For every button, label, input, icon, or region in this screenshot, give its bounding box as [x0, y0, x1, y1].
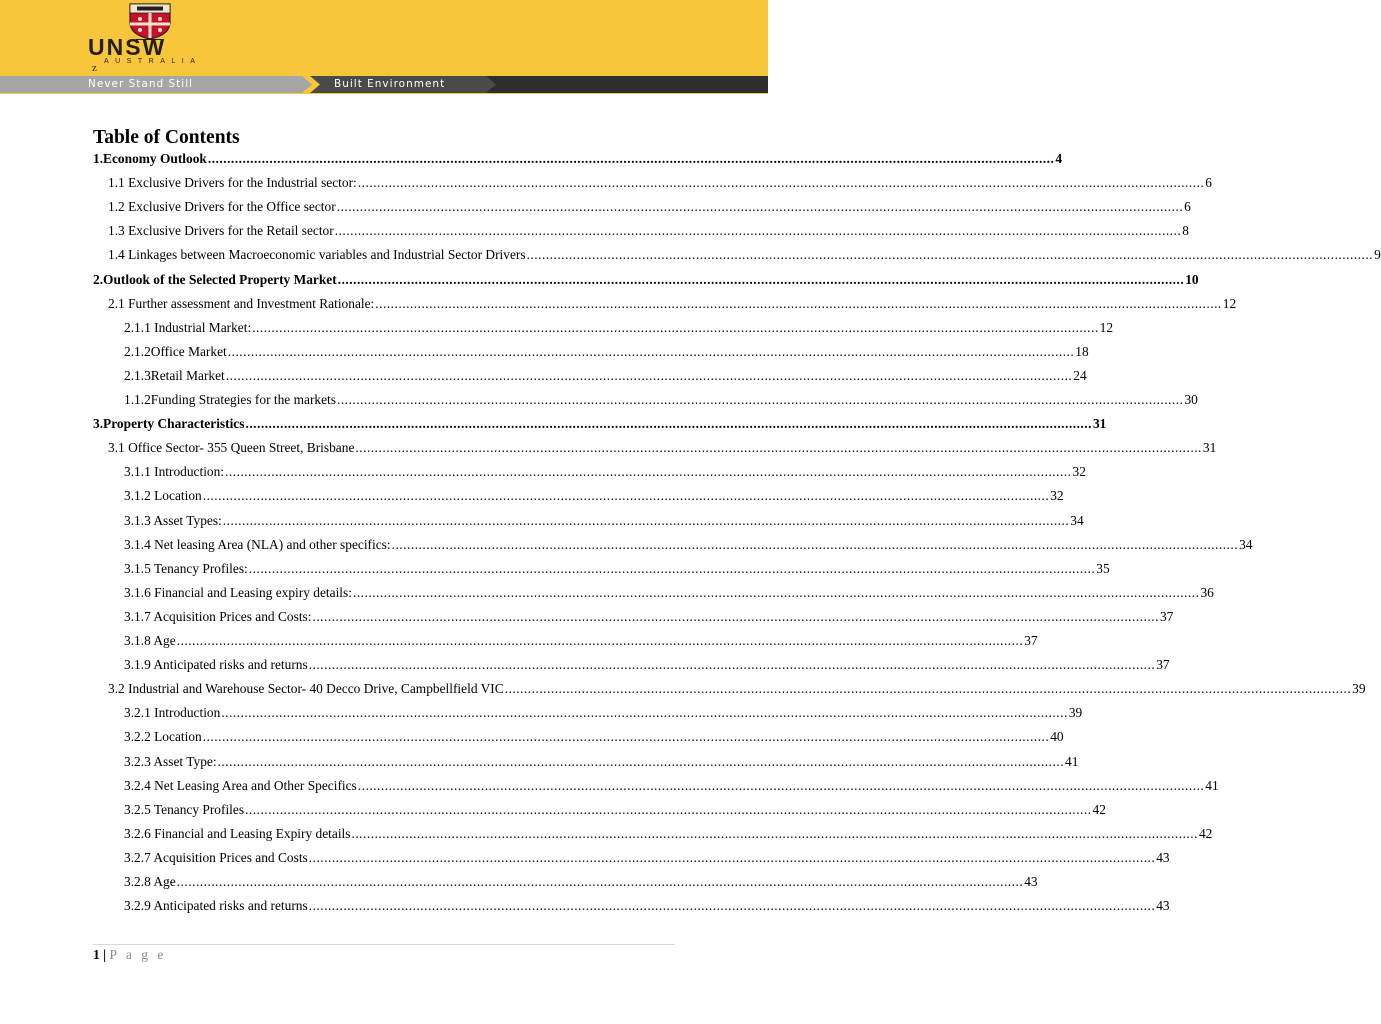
toc-entry-page: 32 [1072, 464, 1086, 480]
toc-entry-title: 3.1.3 Asset Types: [124, 512, 222, 528]
toc-entry-page: 43 [1156, 898, 1170, 914]
toc-dot-leader: ............................................................................................................................................................................................................................ [357, 175, 1205, 191]
toc-entry-title: 3.1 Office Sector- 355 Queen Street, Brisbane [108, 440, 355, 456]
toc-entry[interactable] [124, 847, 1170, 869]
toc-entry-page: 40 [1050, 729, 1064, 745]
toc-entry[interactable] [108, 293, 1237, 315]
toc-entry-page: 41 [1205, 777, 1219, 793]
toc-entry-number: 2. [93, 271, 104, 287]
toc-entry-number: 2.1.2 [124, 343, 151, 359]
page-number: 1 [93, 947, 100, 962]
toc-entry-page: 32 [1050, 488, 1064, 504]
toc-entry[interactable] [124, 606, 1174, 628]
toc-dot-leader: ............................................................................................................................................................................................................................ [504, 681, 1352, 697]
toc-entry[interactable] [124, 534, 1253, 556]
toc-entry[interactable] [108, 220, 1189, 242]
toc-entry-page: 36 [1200, 584, 1214, 600]
toc-entry-page: 6 [1184, 199, 1191, 215]
toc-dot-leader: ............................................................................................................................................................................................................................ [222, 512, 1070, 528]
toc-entry-title: Funding Strategies for the markets [150, 392, 336, 407]
toc-entry[interactable] [124, 726, 1064, 748]
band-faculty: Built Environment [334, 78, 446, 90]
toc-dot-leader: ............................................................................................................................................................................................................................ [308, 849, 1156, 865]
toc-entry-title: 2.1 Further assessment and Investment Rationale: [108, 295, 375, 311]
toc-dot-leader: ............................................................................................................................................................................................................................ [225, 367, 1073, 383]
toc-entry-page: 39 [1352, 681, 1366, 697]
toc-entry-page: 39 [1068, 705, 1083, 721]
toc-entry-title: Retail Market [150, 367, 225, 383]
header-band [0, 76, 768, 93]
toc-entry-page: 31 [1092, 416, 1107, 432]
toc-entry[interactable] [108, 437, 1217, 459]
toc-entry-number: 1. [93, 151, 104, 166]
toc-entry-title: 3.2.7 Acquisition Prices and Costs [124, 849, 308, 865]
toc-entry-page: 31 [1202, 440, 1217, 456]
toc-entry[interactable] [124, 461, 1086, 483]
toc-entry[interactable] [124, 823, 1213, 845]
toc-dot-leader: ............................................................................................................................................................................................................................ [308, 898, 1156, 914]
toc-entry[interactable] [124, 582, 1214, 604]
toc-entry-page: 34 [1239, 536, 1253, 552]
band-slogan: Never Stand Still [88, 78, 194, 90]
toc-entry-page: 10 [1185, 271, 1199, 287]
toc-entry-title: 1.2 Exclusive Drivers for the Office sector [108, 199, 336, 215]
toc-dot-leader: ............................................................................................................................................................................................................................ [221, 705, 1068, 721]
toc-entry[interactable] [124, 389, 1198, 411]
toc-entry-title: 3.2.4 Net Leasing Area and Other Specifics [124, 777, 357, 793]
toc-entry-page: 42 [1092, 801, 1106, 817]
toc-entry-title: 1.4 Linkages between Macroeconomic variables and Industrial Sector Drivers [108, 247, 526, 263]
toc-entry-title: 3.1.9 Anticipated risks and returns [124, 657, 308, 673]
toc-entry-title: 3.2.1 Introduction [124, 705, 221, 721]
toc-entry-page: 37 [1024, 633, 1038, 648]
toc-entry-title: 3.2.2 Location [124, 729, 202, 745]
toc-entry-number: 1.1.2 [124, 392, 151, 407]
toc-dot-leader: ............................................................................................................................................................................................................................ [176, 633, 1024, 648]
toc-dot-leader: ............................................................................................................................................................................................................................ [526, 247, 1374, 263]
toc-entry-page: 6 [1205, 175, 1212, 191]
page-footer [93, 946, 166, 964]
toc-entry[interactable] [93, 413, 1107, 435]
toc-entry-title: 3.2 Industrial and Warehouse Sector- 40 Decco Drive, Campbellfield VIC [108, 681, 504, 697]
toc-dot-leader: ............................................................................................................................................................................................................................ [225, 464, 1072, 480]
footer-divider [93, 944, 675, 945]
toc-entry[interactable] [93, 269, 1199, 291]
toc-entry[interactable] [124, 702, 1083, 724]
toc-entry-page: 42 [1198, 825, 1213, 841]
toc-entry-title: 3.1.7 Acquisition Prices and Costs: [124, 608, 312, 624]
toc-entry[interactable] [124, 871, 1038, 893]
toc-title: Table of Contents [93, 127, 240, 148]
toc-entry-title: 3.1.8 Age [124, 633, 176, 648]
toc-entry-title: Outlook of the Selected Property Market [103, 271, 337, 287]
toc-dot-leader: ............................................................................................................................................................................................................................ [351, 825, 1198, 841]
toc-dot-leader: ............................................................................................................................................................................................................................ [202, 488, 1050, 504]
toc-entry[interactable] [124, 775, 1219, 797]
page-label: P a g e [109, 947, 167, 962]
toc-entry-title: 1.3 Exclusive Drivers for the Retail sector [108, 223, 334, 239]
toc-dot-leader: ............................................................................................................................................................................................................................ [217, 753, 1065, 769]
toc-entry-page: 37 [1159, 608, 1174, 624]
toc-entry-title: 3.1.5 Tenancy Profiles: [124, 560, 248, 576]
toc-dot-leader: ............................................................................................................................................................................................................................ [308, 657, 1156, 673]
toc-entry-title: 1.1 Exclusive Drivers for the Industrial sector: [108, 175, 357, 191]
toc-dot-leader: ............................................................................................................................................................................................................................ [202, 729, 1050, 745]
toc-entry[interactable] [124, 895, 1170, 917]
toc-entry-title: 3.2.5 Tenancy Profiles [124, 801, 245, 817]
toc-entry[interactable] [124, 799, 1106, 821]
toc-entry[interactable] [108, 196, 1191, 218]
toc-dot-leader: ............................................................................................................................................................................................................................ [176, 874, 1024, 889]
toc-entry-page: 34 [1070, 512, 1084, 528]
toc-dot-leader: ............................................................................................................................................................................................................................ [352, 584, 1200, 600]
unsw-logo [88, 2, 224, 64]
toc-entry[interactable] [124, 630, 1038, 652]
toc-entry-page: 12 [1222, 295, 1237, 311]
toc-entry-page: 41 [1065, 753, 1079, 769]
toc-entry[interactable] [93, 148, 1063, 170]
toc-entry-page: 24 [1073, 367, 1087, 383]
toc-dot-leader: ............................................................................................................................................................................................................................ [207, 151, 1055, 166]
toc-entry-page: 8 [1182, 223, 1189, 239]
toc-entry-title: 3.2.6 Financial and Leasing Expiry details [124, 825, 351, 841]
page-header [0, 0, 768, 94]
toc-entry-title: Economy Outlook [103, 151, 207, 166]
toc-entry-title: Office Market [150, 343, 227, 359]
toc-entry[interactable] [108, 678, 1366, 700]
toc-entry-title: 3.1.2 Location [124, 488, 202, 504]
toc-dot-leader: ............................................................................................................................................................................................................................ [391, 536, 1239, 552]
toc-dot-leader: ............................................................................................................................................................................................................................ [336, 392, 1184, 407]
toc-entry-page: 9 [1374, 247, 1381, 263]
toc-dot-leader: ............................................................................................................................................................................................................................ [337, 271, 1185, 287]
toc-entry[interactable] [124, 317, 1114, 339]
toc-dot-leader: ............................................................................................................................................................................................................................ [245, 801, 1092, 817]
toc-entry[interactable] [124, 341, 1089, 363]
toc-dot-leader: ............................................................................................................................................................................................................................ [312, 608, 1159, 624]
toc-entry-page: 18 [1075, 343, 1089, 359]
toc-entry-page: 12 [1099, 319, 1114, 335]
logo-subtext: AUSTRALIA [104, 58, 202, 65]
toc-entry-title: 3.1.4 Net leasing Area (NLA) and other specifics: [124, 536, 391, 552]
toc-entry-page: 37 [1156, 657, 1170, 673]
toc-entry-title: 3.2.8 Age [124, 874, 176, 889]
toc-entry[interactable] [124, 558, 1110, 580]
header-mark: z [92, 62, 97, 74]
toc-entry[interactable] [124, 654, 1170, 676]
toc-dot-leader: ............................................................................................................................................................................................................................ [252, 319, 1099, 335]
toc-entry[interactable] [124, 751, 1079, 773]
toc-entry-title: 2.1.1 Industrial Market: [124, 319, 252, 335]
toc-entry-title: 3.1.1 Introduction: [124, 464, 225, 480]
toc-entry[interactable] [108, 244, 1381, 266]
toc-entry-page: 30 [1184, 392, 1198, 407]
toc-dot-leader: ............................................................................................................................................................................................................................ [375, 295, 1222, 311]
toc-dot-leader: ............................................................................................................................................................................................................................ [248, 560, 1096, 576]
toc-dot-leader: ............................................................................................................................................................................................................................ [227, 343, 1075, 359]
toc-entry-page: 43 [1156, 849, 1170, 865]
toc-entry[interactable] [124, 485, 1064, 507]
toc-dot-leader: ............................................................................................................................................................................................................................ [355, 440, 1202, 456]
logo-wordmark: UNSW [88, 34, 167, 60]
toc-entry-page: 4 [1055, 151, 1063, 166]
toc-entry[interactable] [124, 510, 1084, 532]
toc-dot-leader: ............................................................................................................................................................................................................................ [336, 199, 1184, 215]
toc-entry-number: 2.1.3 [124, 367, 151, 383]
toc-entry[interactable] [108, 172, 1212, 194]
toc-entry-title: 3.2.9 Anticipated risks and returns [124, 898, 308, 914]
toc-entry-title: 3.Property Characteristics [93, 416, 245, 432]
footer-separator: | [103, 947, 107, 962]
toc-entry-page: 35 [1096, 560, 1110, 576]
toc-entry[interactable] [124, 365, 1087, 387]
toc-dot-leader: ............................................................................................................................................................................................................................ [334, 223, 1182, 239]
toc-entry-title: 3.2.3 Asset Type: [124, 753, 217, 769]
toc-dot-leader: ............................................................................................................................................................................................................................ [357, 777, 1205, 793]
toc-entry-page: 43 [1024, 874, 1038, 889]
toc-dot-leader: ............................................................................................................................................................................................................................ [245, 416, 1092, 432]
toc-entry-title: 3.1.6 Financial and Leasing expiry details: [124, 584, 352, 600]
